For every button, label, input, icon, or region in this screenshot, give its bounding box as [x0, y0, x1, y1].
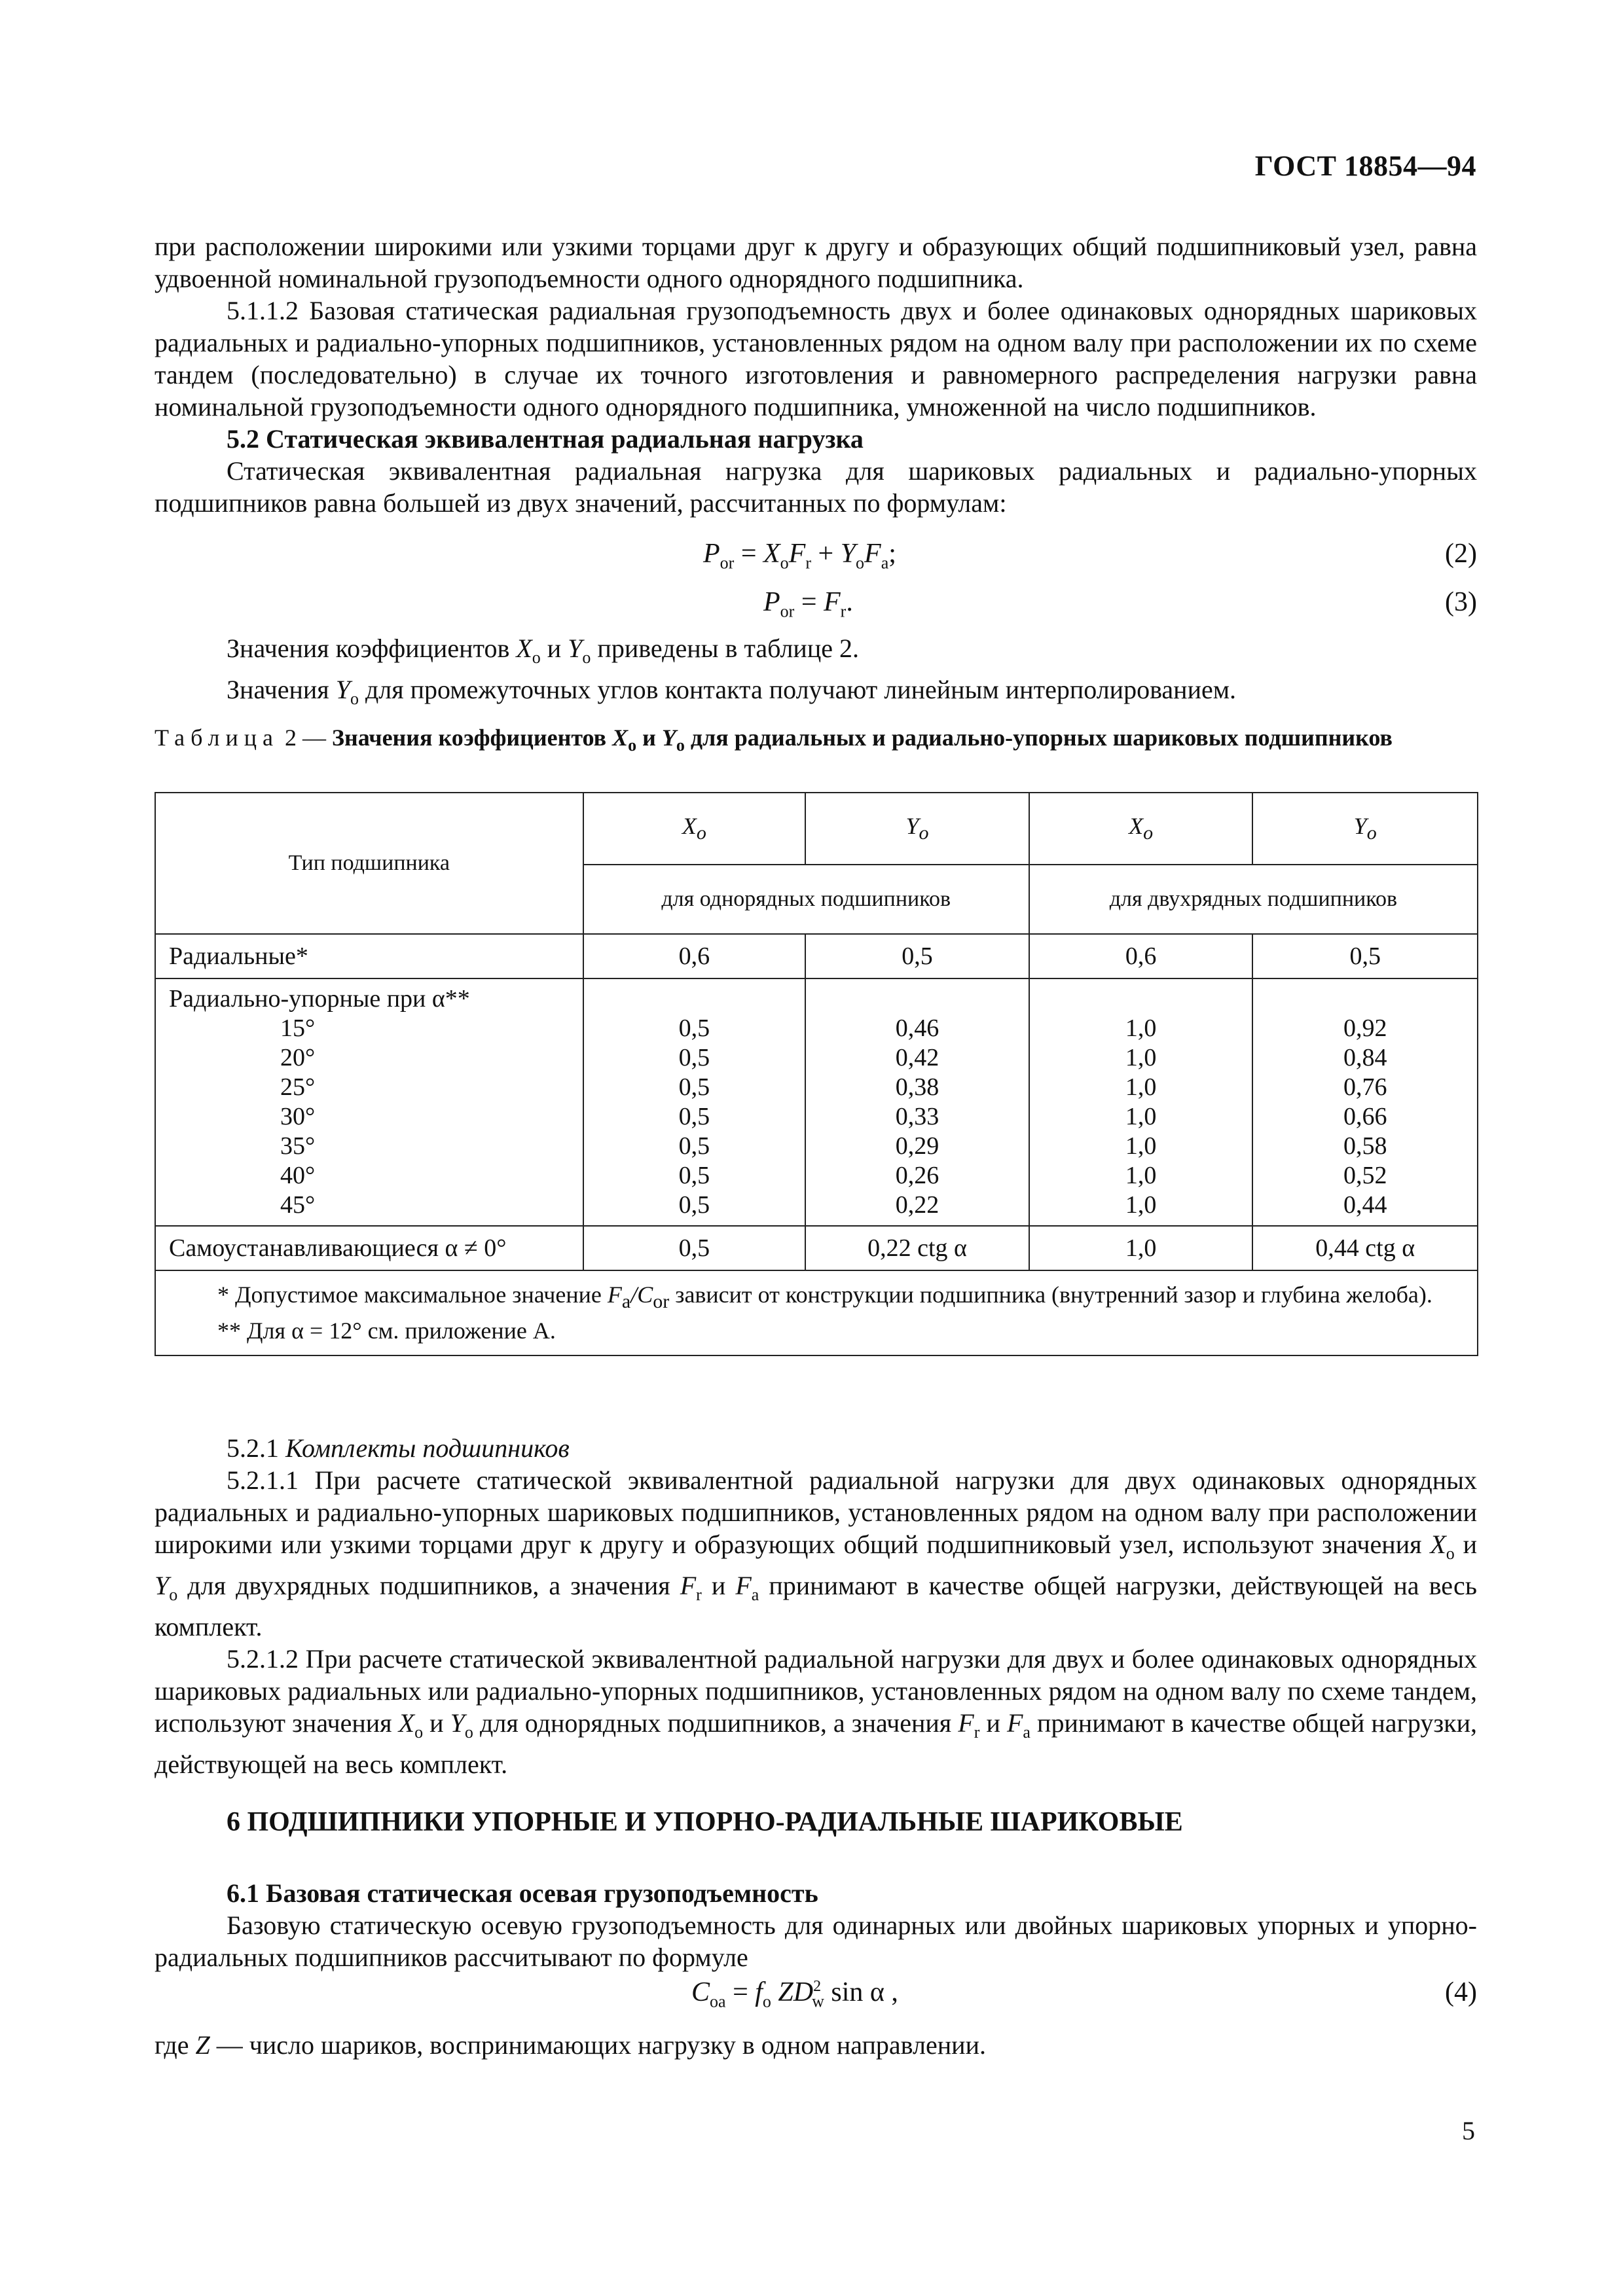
paragraph-5-2-1-1: 5.2.1.1 При расчете статической эквивалентной радиальной нагрузки для двух одинаковых однорядных радиальных и радиально-упорных шариковых подшипников, установленных рядом на одном валу при расположении широкими или узкими торцами друг к другу и образующих общий подшипниковый узел, используют значения $X_o$ и $Y_o$ для двухрядных подшипников, а значения $F_r$ и $F_a$ принимают в качестве общей нагрузки, действующей на весь комплект. — [155, 1465, 1478, 1641]
angular-x0-double: 1,0 — [1125, 1191, 1157, 1219]
section-6-1 — [155, 1877, 1477, 1973]
angle-value: 45° — [280, 1191, 316, 1219]
angular-y0-single: 0,33 — [895, 1103, 939, 1130]
self-y0-double: 0,44 ctg α — [1252, 1226, 1478, 1270]
section-6-title: 6 ПОДШИПНИКИ УПОРНЫЕ И УПОРНО-РАДИАЛЬНЫЕ ШАРИКОВЫЕ — [227, 1807, 1183, 1837]
angular-x0-single: 0,5 — [678, 1103, 710, 1130]
formula-4-expression: $C_{oa} = f_o$ $ZD^2_w$ sin α , — [691, 1977, 898, 2011]
heading-6-1: 6.1 Базовая статическая осевая грузоподъемность — [227, 1878, 818, 1908]
column-header-x0-single: $X_o$ — [583, 793, 806, 865]
angular-y0-double: 0,92 — [1343, 1014, 1387, 1042]
group-header-double-row: для двухрядных подшипников — [1029, 865, 1478, 934]
angle-value: 40° — [280, 1162, 316, 1189]
values-text-block — [155, 632, 1477, 715]
column-header-x0-double: $X_o$ — [1029, 793, 1253, 865]
page-number: 5 — [1462, 2116, 1475, 2145]
paragraph-5-2: Статическая эквивалентная радиальная нагрузка для шариковых радиальных и радиально-упорных подшипников равна большей из двух значений, рассчитанных по формулам: — [155, 456, 1477, 518]
footnote-1: * Допустимое максимальное значение $F_a/C_{or}$ зависит от конструкции подшипника (внутренний зазор и глубина желоба). — [217, 1282, 1432, 1313]
angular-y0-single: 0,26 — [895, 1162, 939, 1189]
radial-y0-double: 0,5 — [1252, 934, 1478, 978]
angular-y0-single-cell — [805, 978, 1029, 1226]
angular-x0-double: 1,0 — [1125, 1103, 1157, 1130]
table-row-angular-contact — [155, 978, 1478, 1226]
self-x0-single: 0,5 — [583, 1226, 806, 1270]
angular-y0-single: 0,42 — [895, 1044, 939, 1071]
angle-value: 20° — [280, 1044, 316, 1071]
formula-4-number: (4) — [1445, 1977, 1477, 2007]
formula-3-expression: $P_{or} = F_r$. — [763, 587, 853, 621]
section-5-2-1 — [155, 1432, 1477, 1780]
angular-x0-single: 0,5 — [678, 1044, 710, 1071]
radial-label: Радиальные* — [155, 934, 583, 978]
angular-label-cell — [155, 978, 583, 1226]
standard-code: ГОСТ 18854—94 — [1254, 150, 1476, 182]
angular-y0-double: 0,58 — [1343, 1132, 1387, 1160]
angular-y0-single: 0,22 — [895, 1191, 939, 1219]
top-text-block — [155, 230, 1477, 519]
paragraph-6-1: Базовую статическую осевую грузоподъемность для одинарных или двойных шариковых упорных и упорно-радиальных подшипников рассчитывают по формуле — [155, 1910, 1477, 1972]
table-row-radial — [155, 934, 1478, 978]
angular-y0-double: 0,76 — [1343, 1073, 1387, 1101]
values-sentence-1: Значения коэффициентов $X_o$ и $Y_o$ приведены в таблице 2. — [227, 634, 859, 667]
angular-y0-single: 0,46 — [895, 1014, 939, 1042]
angular-y0-single: 0,38 — [895, 1073, 939, 1101]
angular-y0-double: 0,52 — [1343, 1162, 1387, 1189]
formula-3 — [155, 586, 1477, 626]
radial-x0-double: 0,6 — [1029, 934, 1253, 978]
angular-x0-single-cell — [583, 978, 806, 1226]
angular-label: Радиально-упорные при α** — [169, 985, 470, 1013]
table-2-caption: Таблица 2 — Значения коэффициентов $X_o$ и $Y_o$ для радиальных и радиально-упорных шариковых подшипников — [155, 725, 1393, 755]
angular-x0-double: 1,0 — [1125, 1044, 1157, 1071]
radial-y0-single: 0,5 — [805, 934, 1029, 978]
formula-2-number: (2) — [1445, 539, 1477, 569]
where-z-definition: где Z — число шариков, воспринимающих нагрузку в одном направлении. — [155, 2030, 986, 2060]
self-y0-single: 0,22 ctg α — [805, 1226, 1029, 1270]
angular-y0-double: 0,44 — [1343, 1191, 1387, 1219]
paragraph-continued: при расположении широкими или узкими торцами друг к другу и образующих общий подшипниковый узел, равна удвоенной номинальной грузоподъемности одного однорядного подшипника. — [155, 232, 1477, 293]
angular-x0-single: 0,5 — [678, 1014, 710, 1042]
where-clause — [155, 2029, 1477, 2061]
angular-y0-double: 0,84 — [1343, 1044, 1387, 1071]
angle-value: 15° — [280, 1014, 316, 1042]
angular-y0-double-cell — [1252, 978, 1478, 1226]
formula-3-number: (3) — [1445, 587, 1477, 617]
column-header-type: Тип подшипника — [155, 793, 583, 934]
group-header-single-row: для однорядных подшипников — [583, 865, 1029, 934]
angle-value: 35° — [280, 1132, 316, 1160]
paragraph-5-2-1-2: 5.2.1.2 При расчете статической эквивалентной радиальной нагрузки для двух и более одинаковых однорядных шариковых радиальных или радиально-упорных подшипников, установленных рядом на одном валу по схеме тандем, используют значения $X_o$ и $Y_o$ для однорядных подшипников, а значения $F_r$ и $F_a$ принимают в качестве общей нагрузки, действующей на весь комплект. — [155, 1644, 1478, 1779]
angular-x0-double: 1,0 — [1125, 1073, 1157, 1101]
angular-x0-double-cell — [1029, 978, 1253, 1226]
footnote-2: ** Для α = 12° см. приложение А. — [217, 1318, 556, 1344]
heading-5-2-1: 5.2.1 Комплекты подшипников — [227, 1433, 570, 1463]
angular-y0-single: 0,29 — [895, 1132, 939, 1160]
angle-value: 30° — [280, 1103, 316, 1130]
heading-5-2: 5.2 Статическая эквивалентная радиальная нагрузка — [227, 424, 864, 454]
formula-4 — [155, 1977, 1477, 2016]
formula-2-expression: $P_{or} = X_oF_r + Y_oF_a$; — [703, 539, 896, 573]
table-header-row-1 — [155, 793, 1478, 865]
column-header-y0-double: $Y_o$ — [1252, 793, 1478, 865]
angle-value: 25° — [280, 1073, 316, 1101]
table-row-self-aligning — [155, 1226, 1478, 1270]
angular-y0-double: 0,66 — [1343, 1103, 1387, 1130]
angular-x0-double: 1,0 — [1125, 1162, 1157, 1189]
coefficients-table — [155, 792, 1478, 1356]
table-notes — [155, 1270, 1478, 1355]
angular-x0-single: 0,5 — [678, 1132, 710, 1160]
values-sentence-2: Значения $Y_o$ для промежуточных углов контакта получают линейным интерполированием. — [227, 675, 1237, 708]
formula-2 — [155, 538, 1477, 577]
angular-x0-single: 0,5 — [678, 1162, 710, 1189]
table-row-notes — [155, 1270, 1478, 1355]
angular-x0-single: 0,5 — [678, 1191, 710, 1219]
radial-x0-single: 0,6 — [583, 934, 806, 978]
self-x0-double: 1,0 — [1029, 1226, 1253, 1270]
column-header-y0-single: $Y_o$ — [805, 793, 1029, 865]
paragraph-5-1-1-2: 5.1.1.2 Базовая статическая радиальная грузоподъемность двух и более одинаковых однорядных шариковых радиальных и радиально-упорных подшипников, установленных рядом на одном валу при расположении их по схеме тандем (последовательно) в случае их точного изготовления и равномерного распределения нагрузки равна номинальной грузоподъемности одного однорядного подшипника, умноженной на число подшипников. — [155, 296, 1477, 422]
table-2-title: Значения коэффициентов $X_o$ и $Y_o$ для радиальных и радиально-упорных шариковых подшипников — [331, 725, 1393, 755]
angular-x0-single: 0,5 — [678, 1073, 710, 1101]
self-aligning-label: Самоустанавливающиеся α ≠ 0° — [155, 1226, 583, 1270]
angular-x0-double: 1,0 — [1125, 1014, 1157, 1042]
angular-x0-double: 1,0 — [1125, 1132, 1157, 1160]
